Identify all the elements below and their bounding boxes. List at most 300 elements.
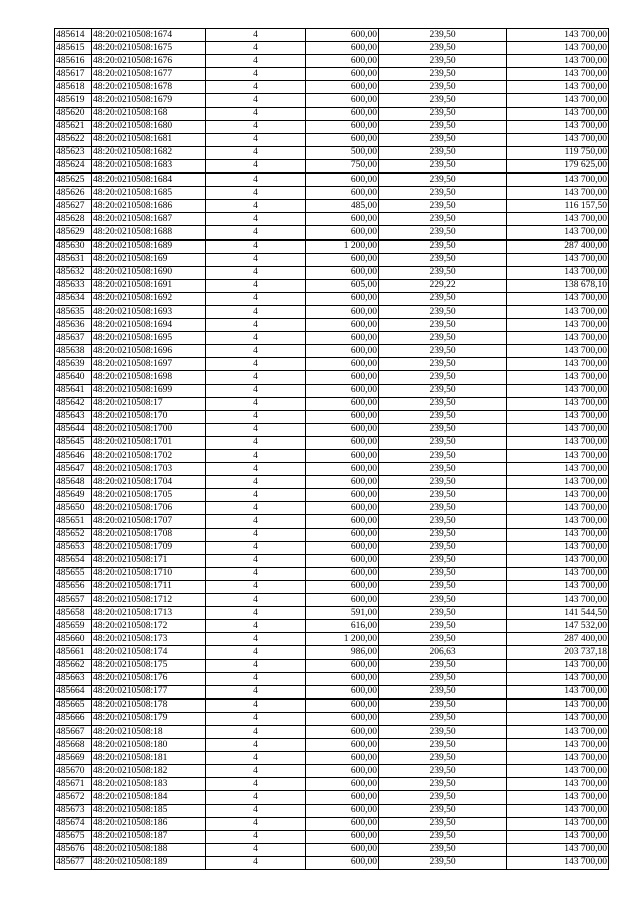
area-cell: 600,00 [306, 358, 379, 371]
value-cell: 143 700,00 [507, 567, 609, 580]
value-cell: 143 700,00 [507, 397, 609, 410]
cadastral-number: 48:20:0210508:171 [92, 554, 206, 567]
row-number: 485650 [55, 502, 92, 515]
value-cell: 143 700,00 [507, 423, 609, 436]
value-cell: 143 700,00 [507, 725, 609, 738]
row-number: 485668 [55, 739, 92, 752]
value-cell: 143 700,00 [507, 305, 609, 318]
table-row [55, 266, 609, 279]
category-cell: 4 [206, 410, 306, 423]
cadastral-number: 48:20:0210508:188 [92, 843, 206, 856]
category-cell: 4 [206, 739, 306, 752]
area-cell: 600,00 [306, 554, 379, 567]
rate-cell: 239,50 [379, 146, 507, 159]
cadastral-number: 48:20:0210508:1706 [92, 502, 206, 515]
cadastral-number: 48:20:0210508:1691 [92, 279, 206, 292]
row-number: 485655 [55, 567, 92, 580]
table-row [55, 305, 609, 318]
table-row [55, 42, 609, 55]
rate-cell: 239,50 [379, 620, 507, 633]
rate-cell: 239,50 [379, 633, 507, 646]
table-row [55, 187, 609, 200]
area-cell: 600,00 [306, 580, 379, 593]
table-row [55, 476, 609, 489]
value-cell: 143 700,00 [507, 830, 609, 843]
row-number: 485664 [55, 685, 92, 699]
category-cell: 4 [206, 332, 306, 345]
cadastral-number: 48:20:0210508:1686 [92, 200, 206, 213]
cadastral-number: 48:20:0210508:1689 [92, 240, 206, 254]
area-cell: 600,00 [306, 712, 379, 725]
cadastral-number: 48:20:0210508:1712 [92, 594, 206, 607]
table-row [55, 659, 609, 672]
area-cell: 600,00 [306, 397, 379, 410]
value-cell: 143 700,00 [507, 450, 609, 463]
table-row [55, 384, 609, 397]
category-cell: 4 [206, 646, 306, 659]
table-row [55, 410, 609, 423]
table-row [55, 450, 609, 463]
rate-cell: 239,50 [379, 345, 507, 358]
cadastral-number: 48:20:0210508:174 [92, 646, 206, 659]
category-cell: 4 [206, 620, 306, 633]
table-row [55, 55, 609, 68]
row-number: 485644 [55, 423, 92, 436]
rate-cell: 239,50 [379, 489, 507, 502]
category-cell: 4 [206, 659, 306, 672]
rate-cell: 239,50 [379, 173, 507, 187]
value-cell: 143 700,00 [507, 541, 609, 554]
area-cell: 600,00 [306, 765, 379, 778]
cadastral-number: 48:20:0210508:169 [92, 253, 206, 266]
rate-cell: 239,50 [379, 580, 507, 593]
table-row [55, 567, 609, 580]
cadastral-number: 48:20:0210508:183 [92, 778, 206, 791]
table-row [55, 528, 609, 541]
area-cell: 600,00 [306, 685, 379, 699]
rate-cell: 239,50 [379, 253, 507, 266]
area-cell: 485,00 [306, 200, 379, 213]
category-cell: 4 [206, 699, 306, 713]
cadastral-number: 48:20:0210508:173 [92, 633, 206, 646]
rate-cell: 239,50 [379, 594, 507, 607]
cadastral-number: 48:20:0210508:1677 [92, 68, 206, 81]
table-row [55, 133, 609, 146]
value-cell: 143 700,00 [507, 29, 609, 42]
category-cell: 4 [206, 240, 306, 254]
table-row [55, 213, 609, 226]
table-row [55, 765, 609, 778]
cadastral-number: 48:20:0210508:18 [92, 725, 206, 738]
table-row [55, 633, 609, 646]
table-row [55, 778, 609, 791]
cadastral-number: 48:20:0210508:185 [92, 804, 206, 817]
category-cell: 4 [206, 463, 306, 476]
area-cell: 600,00 [306, 332, 379, 345]
table-row [55, 436, 609, 449]
rate-cell: 239,50 [379, 699, 507, 713]
area-cell: 600,00 [306, 226, 379, 240]
rate-cell: 206,63 [379, 646, 507, 659]
row-number: 485637 [55, 332, 92, 345]
rate-cell: 239,50 [379, 423, 507, 436]
row-number: 485620 [55, 107, 92, 120]
row-number: 485618 [55, 81, 92, 94]
value-cell: 143 700,00 [507, 107, 609, 120]
category-cell: 4 [206, 423, 306, 436]
cadastral-number: 48:20:0210508:175 [92, 659, 206, 672]
table-row [55, 292, 609, 305]
cadastral-number: 48:20:0210508:1702 [92, 450, 206, 463]
row-number: 485659 [55, 620, 92, 633]
row-number: 485628 [55, 213, 92, 226]
cadastral-number: 48:20:0210508:1711 [92, 580, 206, 593]
category-cell: 4 [206, 120, 306, 133]
category-cell: 4 [206, 594, 306, 607]
table-row [55, 699, 609, 713]
category-cell: 4 [206, 502, 306, 515]
cadastral-number: 48:20:0210508:1709 [92, 541, 206, 554]
row-number: 485634 [55, 292, 92, 305]
category-cell: 4 [206, 725, 306, 738]
row-number: 485670 [55, 765, 92, 778]
row-number: 485641 [55, 384, 92, 397]
table-row [55, 672, 609, 685]
rate-cell: 239,50 [379, 554, 507, 567]
row-number: 485669 [55, 752, 92, 765]
rate-cell: 239,50 [379, 29, 507, 42]
row-number: 485660 [55, 633, 92, 646]
value-cell: 143 700,00 [507, 345, 609, 358]
value-cell: 143 700,00 [507, 292, 609, 305]
row-number: 485648 [55, 476, 92, 489]
value-cell: 138 678,10 [507, 279, 609, 292]
area-cell: 500,00 [306, 146, 379, 159]
category-cell: 4 [206, 371, 306, 384]
table-row [55, 332, 609, 345]
value-cell: 119 750,00 [507, 146, 609, 159]
table-row [55, 620, 609, 633]
rate-cell: 239,50 [379, 528, 507, 541]
category-cell: 4 [206, 567, 306, 580]
table-row [55, 371, 609, 384]
area-cell: 600,00 [306, 659, 379, 672]
category-cell: 4 [206, 476, 306, 489]
value-cell: 143 700,00 [507, 489, 609, 502]
row-number: 485661 [55, 646, 92, 659]
area-cell: 750,00 [306, 159, 379, 173]
area-cell: 600,00 [306, 319, 379, 332]
category-cell: 4 [206, 133, 306, 146]
table-row [55, 712, 609, 725]
area-cell: 600,00 [306, 253, 379, 266]
row-number: 485647 [55, 463, 92, 476]
rate-cell: 239,50 [379, 685, 507, 699]
table-row [55, 739, 609, 752]
value-cell: 143 700,00 [507, 804, 609, 817]
row-number: 485616 [55, 55, 92, 68]
rate-cell: 239,50 [379, 791, 507, 804]
row-number: 485642 [55, 397, 92, 410]
cadastral-number: 48:20:0210508:1698 [92, 371, 206, 384]
rate-cell: 239,50 [379, 226, 507, 240]
cadastral-number: 48:20:0210508:1692 [92, 292, 206, 305]
row-number: 485658 [55, 607, 92, 620]
category-cell: 4 [206, 778, 306, 791]
area-cell: 600,00 [306, 830, 379, 843]
category-cell: 4 [206, 830, 306, 843]
row-number: 485674 [55, 817, 92, 830]
rate-cell: 239,50 [379, 817, 507, 830]
rate-cell: 239,50 [379, 240, 507, 254]
area-cell: 600,00 [306, 42, 379, 55]
category-cell: 4 [206, 305, 306, 318]
table-row [55, 843, 609, 856]
table-row [55, 358, 609, 371]
row-number: 485676 [55, 843, 92, 856]
row-number: 485654 [55, 554, 92, 567]
table-row [55, 607, 609, 620]
category-cell: 4 [206, 607, 306, 620]
area-cell: 600,00 [306, 463, 379, 476]
area-cell: 600,00 [306, 213, 379, 226]
row-number: 485622 [55, 133, 92, 146]
row-number: 485646 [55, 450, 92, 463]
cadastral-number: 48:20:0210508:168 [92, 107, 206, 120]
rate-cell: 239,50 [379, 410, 507, 423]
rate-cell: 239,50 [379, 515, 507, 528]
value-cell: 203 737,18 [507, 646, 609, 659]
value-cell: 143 700,00 [507, 765, 609, 778]
cadastral-number: 48:20:0210508:170 [92, 410, 206, 423]
area-cell: 986,00 [306, 646, 379, 659]
row-number: 485623 [55, 146, 92, 159]
table-row [55, 397, 609, 410]
table-row [55, 646, 609, 659]
value-cell: 116 157,50 [507, 200, 609, 213]
cadastral-number: 48:20:0210508:1690 [92, 266, 206, 279]
rate-cell: 239,50 [379, 319, 507, 332]
table-row [55, 817, 609, 830]
area-cell: 600,00 [306, 55, 379, 68]
category-cell: 4 [206, 94, 306, 107]
category-cell: 4 [206, 672, 306, 685]
category-cell: 4 [206, 55, 306, 68]
rate-cell: 239,50 [379, 384, 507, 397]
rate-cell: 239,50 [379, 107, 507, 120]
category-cell: 4 [206, 292, 306, 305]
cadastral-number: 48:20:0210508:1699 [92, 384, 206, 397]
category-cell: 4 [206, 200, 306, 213]
cadastral-number: 48:20:0210508:184 [92, 791, 206, 804]
table-row [55, 502, 609, 515]
value-cell: 143 700,00 [507, 81, 609, 94]
cadastral-number: 48:20:0210508:178 [92, 699, 206, 713]
row-number: 485633 [55, 279, 92, 292]
value-cell: 143 700,00 [507, 528, 609, 541]
rate-cell: 239,50 [379, 55, 507, 68]
value-cell: 143 700,00 [507, 476, 609, 489]
rate-cell: 239,50 [379, 567, 507, 580]
area-cell: 600,00 [306, 345, 379, 358]
table-row [55, 173, 609, 187]
cadastral-number: 48:20:0210508:1713 [92, 607, 206, 620]
table-row [55, 541, 609, 554]
area-cell: 600,00 [306, 567, 379, 580]
area-cell: 600,00 [306, 594, 379, 607]
table-row [55, 725, 609, 738]
row-number: 485631 [55, 253, 92, 266]
cadastral-number: 48:20:0210508:1697 [92, 358, 206, 371]
category-cell: 4 [206, 580, 306, 593]
cadastral-number: 48:20:0210508:1707 [92, 515, 206, 528]
rate-cell: 239,50 [379, 778, 507, 791]
cadastral-number: 48:20:0210508:177 [92, 685, 206, 699]
rate-cell: 239,50 [379, 42, 507, 55]
cadastral-number: 48:20:0210508:1681 [92, 133, 206, 146]
rate-cell: 239,50 [379, 739, 507, 752]
category-cell: 4 [206, 42, 306, 55]
area-cell: 600,00 [306, 672, 379, 685]
area-cell: 600,00 [306, 699, 379, 713]
cadastral-number: 48:20:0210508:1680 [92, 120, 206, 133]
table-row [55, 752, 609, 765]
value-cell: 143 700,00 [507, 463, 609, 476]
category-cell: 4 [206, 384, 306, 397]
value-cell: 143 700,00 [507, 791, 609, 804]
rate-cell: 239,50 [379, 672, 507, 685]
rate-cell: 239,50 [379, 358, 507, 371]
value-cell: 143 700,00 [507, 712, 609, 725]
table-row [55, 580, 609, 593]
rate-cell: 239,50 [379, 463, 507, 476]
cadastral-number: 48:20:0210508:1678 [92, 81, 206, 94]
value-cell: 143 700,00 [507, 133, 609, 146]
rate-cell: 239,50 [379, 68, 507, 81]
cadastral-number: 48:20:0210508:187 [92, 830, 206, 843]
category-cell: 4 [206, 436, 306, 449]
value-cell: 143 700,00 [507, 173, 609, 187]
cadastral-number: 48:20:0210508:1694 [92, 319, 206, 332]
rate-cell: 239,50 [379, 450, 507, 463]
rate-cell: 239,50 [379, 541, 507, 554]
row-number: 485619 [55, 94, 92, 107]
rate-cell: 239,50 [379, 752, 507, 765]
cadastral-number: 48:20:0210508:1703 [92, 463, 206, 476]
category-cell: 4 [206, 633, 306, 646]
table-row [55, 515, 609, 528]
area-cell: 600,00 [306, 778, 379, 791]
area-cell: 616,00 [306, 620, 379, 633]
area-cell: 600,00 [306, 68, 379, 81]
category-cell: 4 [206, 29, 306, 42]
row-number: 485625 [55, 173, 92, 187]
category-cell: 4 [206, 685, 306, 699]
area-cell: 1 200,00 [306, 633, 379, 646]
category-cell: 4 [206, 226, 306, 240]
row-number: 485665 [55, 699, 92, 713]
value-cell: 143 700,00 [507, 739, 609, 752]
cadastral-number: 48:20:0210508:1704 [92, 476, 206, 489]
row-number: 485624 [55, 159, 92, 173]
area-cell: 600,00 [306, 133, 379, 146]
area-cell: 600,00 [306, 423, 379, 436]
row-number: 485621 [55, 120, 92, 133]
row-number: 485649 [55, 489, 92, 502]
cadastral-number: 48:20:0210508:1674 [92, 29, 206, 42]
row-number: 485675 [55, 830, 92, 843]
value-cell: 143 700,00 [507, 856, 609, 869]
value-cell: 141 544,50 [507, 607, 609, 620]
rate-cell: 239,50 [379, 765, 507, 778]
cadastral-number: 48:20:0210508:186 [92, 817, 206, 830]
rate-cell: 239,50 [379, 371, 507, 384]
value-cell: 287 400,00 [507, 240, 609, 254]
area-cell: 600,00 [306, 502, 379, 515]
cadastral-number: 48:20:0210508:1679 [92, 94, 206, 107]
area-cell: 600,00 [306, 410, 379, 423]
table-row [55, 685, 609, 699]
area-cell: 605,00 [306, 279, 379, 292]
area-cell: 600,00 [306, 739, 379, 752]
value-cell: 143 700,00 [507, 594, 609, 607]
area-cell: 600,00 [306, 436, 379, 449]
value-cell: 143 700,00 [507, 332, 609, 345]
value-cell: 143 700,00 [507, 778, 609, 791]
table-row [55, 791, 609, 804]
row-number: 485630 [55, 240, 92, 254]
row-number: 485652 [55, 528, 92, 541]
table-row [55, 423, 609, 436]
value-cell: 143 700,00 [507, 699, 609, 713]
area-cell: 600,00 [306, 384, 379, 397]
cadastral-number: 48:20:0210508:1687 [92, 213, 206, 226]
row-number: 485663 [55, 672, 92, 685]
table-row [55, 68, 609, 81]
area-cell: 600,00 [306, 120, 379, 133]
cadastral-number: 48:20:0210508:17 [92, 397, 206, 410]
rate-cell: 239,50 [379, 659, 507, 672]
table-row [55, 463, 609, 476]
category-cell: 4 [206, 358, 306, 371]
table-row [55, 594, 609, 607]
row-number: 485643 [55, 410, 92, 423]
row-number: 485662 [55, 659, 92, 672]
area-cell: 600,00 [306, 752, 379, 765]
category-cell: 4 [206, 68, 306, 81]
cadastral-number: 48:20:0210508:179 [92, 712, 206, 725]
area-cell: 600,00 [306, 725, 379, 738]
value-cell: 143 700,00 [507, 253, 609, 266]
rate-cell: 239,50 [379, 712, 507, 725]
category-cell: 4 [206, 856, 306, 869]
table-row [55, 29, 609, 42]
document-page [54, 28, 608, 870]
table-row [55, 107, 609, 120]
area-cell: 600,00 [306, 305, 379, 318]
value-cell: 143 700,00 [507, 213, 609, 226]
rate-cell: 239,50 [379, 120, 507, 133]
value-cell: 143 700,00 [507, 580, 609, 593]
value-cell: 143 700,00 [507, 371, 609, 384]
category-cell: 4 [206, 843, 306, 856]
table-row [55, 146, 609, 159]
cadastral-number: 48:20:0210508:1695 [92, 332, 206, 345]
area-cell: 600,00 [306, 266, 379, 279]
area-cell: 600,00 [306, 29, 379, 42]
rate-cell: 239,50 [379, 133, 507, 146]
table-row [55, 200, 609, 213]
